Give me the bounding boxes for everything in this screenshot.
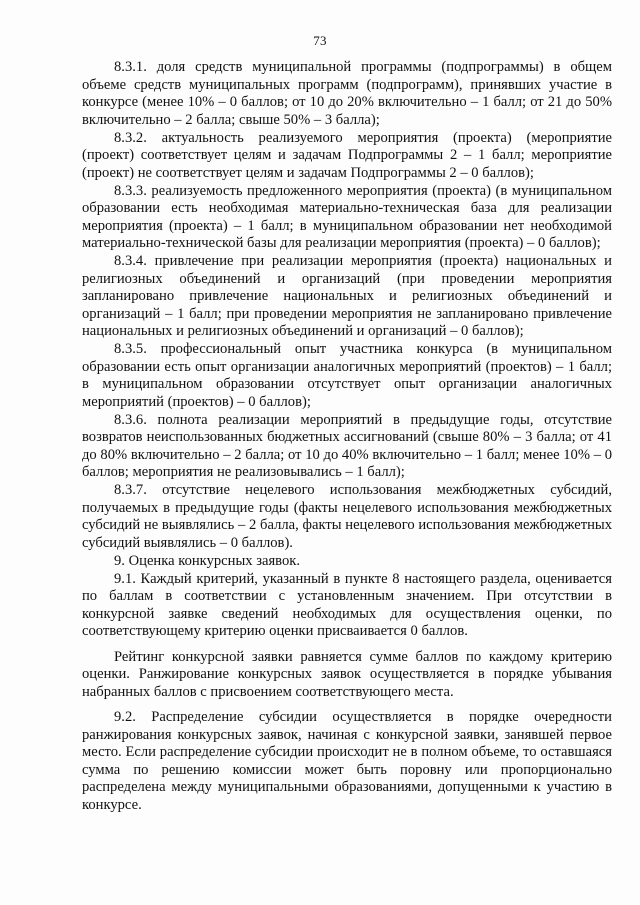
paragraph-8-3-3: 8.3.3. реализуемость предложенного мероприятия (проекта) (в муниципальном образовании есть необходимая материально-техническая база для реализации мероприятия (проекта) – 1 балл; в муниципальном образовании нет необходимой материально-технической базы для реализации мероприятия (проекта) – 0 баллов); [82,182,612,251]
paragraph-8-3-7: 8.3.7. отсутствие нецелевого использования межбюджетных субсидий, получаемых в предыдущие годы (факты нецелевого использования межбюджетных субсидий не выявлялись – 2 балла, факты нецелевого использования межбюджетных субсидий выявлялись – 0 баллов). [82,482,612,551]
page-number: 73 [313,33,327,48]
paragraph-8-3-4: 8.3.4. привлечение при реализации мероприятия (проекта) национальных и религиозных объединений и организаций (при проведении мероприятия запланировано привлечение национальных и религиозных объединений и организаций – 1 балл; при проведении мероприятия не запланировано привлечение национальных и религиозных объединений и организаций – 0 баллов); [82,253,612,339]
paragraph-8-3-6: 8.3.6. полнота реализации мероприятий в предыдущие годы, отсутствие возвратов неиспользованных бюджетных ассигнований (свыше 80% – 3 балла; от 41 до 80% включительно – 2 балла; от 10 до 40% включительно – 1 балл; менее 10% – 0 баллов; мероприятия не реализовывались – 1 балл); [82,411,612,480]
paragraph-8-3-2: 8.3.2. актуальность реализуемого мероприятия (проекта) (мероприятие (проект) соответствует целям и задачам Подпрограммы 2 – 1 балл; мероприятие (проект) не соответствует целям и задачам Подпрограммы 2 – 0 баллов); [82,129,612,181]
paragraph-9-1: 9.1. Каждый критерий, указанный в пункте 8 настоящего раздела, оценивается по баллам в соответствии с установленным значением. При отсутствии в конкурсной заявке сведений необходимых для осуществления оценки, по соответствующему критерию оценки присваивается 0 баллов. [82,570,612,639]
document-body [82,59,612,814]
paragraph-8-3-1: 8.3.1. доля средств муниципальной программы (подпрограммы) в общем объеме средств муниципальных программ (подпрограмм), принявших участие в конкурсе (менее 10% – 0 баллов; от 10 до 20% включительно – 1 балл; от 21 до 50% включительно – 2 балла; свыше 50% – 3 балла); [82,59,612,128]
paragraph-9-2: 9.2. Распределение субсидии осуществляется в порядке очередности ранжирования конкурсных заявок, начиная с конкурсной заявки, занявшей первое место. Если распределение субсидии происходит не в полном объеме, то оставшаяся сумма по решению комиссии может быть поровну или пропорционально распределена между муниципальными образованиями, допущенными к участию в конкурсе. [82,709,612,813]
paragraph-rating: Рейтинг конкурсной заявки равняется сумме баллов по каждому критерию оценки. Ранжирование конкурсных заявок осуществляется в порядке убывания набранных баллов с присвоением соответствующего места. [82,648,612,700]
section-heading-9: 9. Оценка конкурсных заявок. [114,552,300,569]
paragraph-8-3-5: 8.3.5. профессиональный опыт участника конкурса (в муниципальном образовании есть опыт организации аналогичных мероприятий (проектов) – 1 балл; в муниципальном образовании отсутствует опыт организации аналогичных мероприятий (проектов) – 0 баллов); [82,341,612,410]
